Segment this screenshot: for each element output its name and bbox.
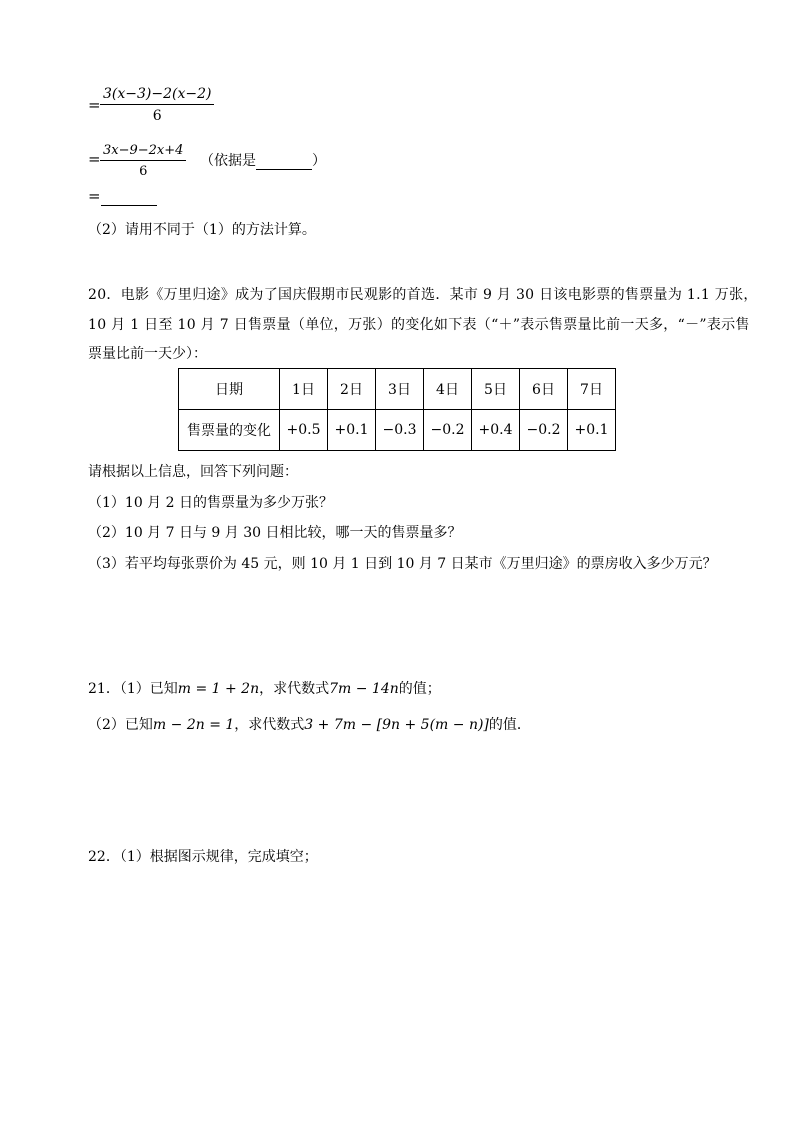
ticket-sales-table: [178, 368, 616, 451]
table-day: 3日: [376, 369, 424, 410]
solution-part2: （2）请用不同于（1）的方法计算。: [88, 222, 316, 238]
step3-equals: [88, 187, 157, 206]
step2-answer-blank[interactable]: [256, 153, 312, 170]
q20-sub3: （3）若平均每张票价为 45 元，则 10 月 1 日到 10 月 7 日某市《万里归途》的票房收入多少万元？: [88, 556, 717, 572]
q21-line2-suffix: 的值．: [488, 717, 531, 733]
step2-numerator: 3x−9−2x+4: [100, 143, 186, 161]
q21-line1-formula: m = 1 + 2n: [177, 681, 260, 697]
step1-fraction: [100, 86, 214, 124]
q20-line1: 20．电影《万里归途》成为了国庆假期市民观影的首选．某市 9 月 30 日该电影票的售票量为 1.1 万张，: [88, 287, 758, 303]
table-change: −0.2: [424, 410, 472, 451]
table-day: 5日: [472, 369, 520, 410]
q20-sub2: （2）10 月 7 日与 9 月 30 日相比较，哪一天的售票量多？: [88, 525, 462, 541]
q21-line2: [88, 714, 531, 734]
q21-line1-mid: ，求代数式: [259, 681, 330, 697]
q20-line2: 10 月 1 日至 10 月 7 日售票量（单位，万张）的变化如下表（“＋”表示售票量比前一天多，“－”表示售: [88, 317, 750, 333]
table-day: 1日: [280, 369, 328, 410]
step2-denominator: 6: [139, 164, 148, 179]
q21-line2-mid: ，求代数式: [234, 717, 305, 733]
step1-denominator: 6: [152, 108, 162, 124]
step3-answer-blank[interactable]: [101, 187, 157, 206]
table-change: +0.4: [472, 410, 520, 451]
step2-note-open: （依据是: [200, 153, 256, 169]
table-day: 6日: [520, 369, 568, 410]
table-change: +0.5: [280, 410, 328, 451]
step1-numerator: 3(x−3)−2(x−2): [100, 86, 214, 105]
q22-line1: 22．（1）根据图示规律，完成填空；: [88, 849, 318, 865]
table-header-label: 日期: [179, 369, 280, 410]
step1-equals: =: [88, 96, 101, 114]
step3-equals-sign: =: [88, 187, 101, 205]
table-change-row: [179, 410, 616, 451]
q21-line2-formula: m − 2n = 1: [152, 717, 235, 733]
table-change: −0.2: [520, 410, 568, 451]
table-row-label: 售票量的变化: [179, 410, 280, 451]
q21-line1-prefix: 21．（1）已知: [88, 681, 178, 697]
table-change: +0.1: [568, 410, 616, 451]
table-day: 7日: [568, 369, 616, 410]
q20-line3: 票量比前一天少）：: [88, 346, 207, 362]
table-day: 2日: [328, 369, 376, 410]
q21-line2-prefix: （2）已知: [88, 717, 153, 733]
q21-line2-expr: 3 + 7m − [9n + 5(m − n)]: [304, 717, 489, 733]
q20-sub1: （1）10 月 2 日的售票量为多少万张？: [88, 495, 333, 511]
table-change: +0.1: [328, 410, 376, 451]
q21-line1-expr: 7m − 14n: [329, 681, 399, 697]
step2-note-close: ）: [312, 153, 326, 169]
q21-line1: [88, 678, 441, 698]
step2-equals: =: [88, 150, 101, 168]
step2-fraction: [100, 143, 186, 179]
q20-prompt: 请根据以上信息，回答下列问题：: [88, 464, 298, 480]
table-day: 4日: [424, 369, 472, 410]
table-header-row: [179, 369, 616, 410]
table-change: −0.3: [376, 410, 424, 451]
q21-line1-suffix: 的值；: [398, 681, 441, 697]
step2-note: [200, 150, 326, 170]
